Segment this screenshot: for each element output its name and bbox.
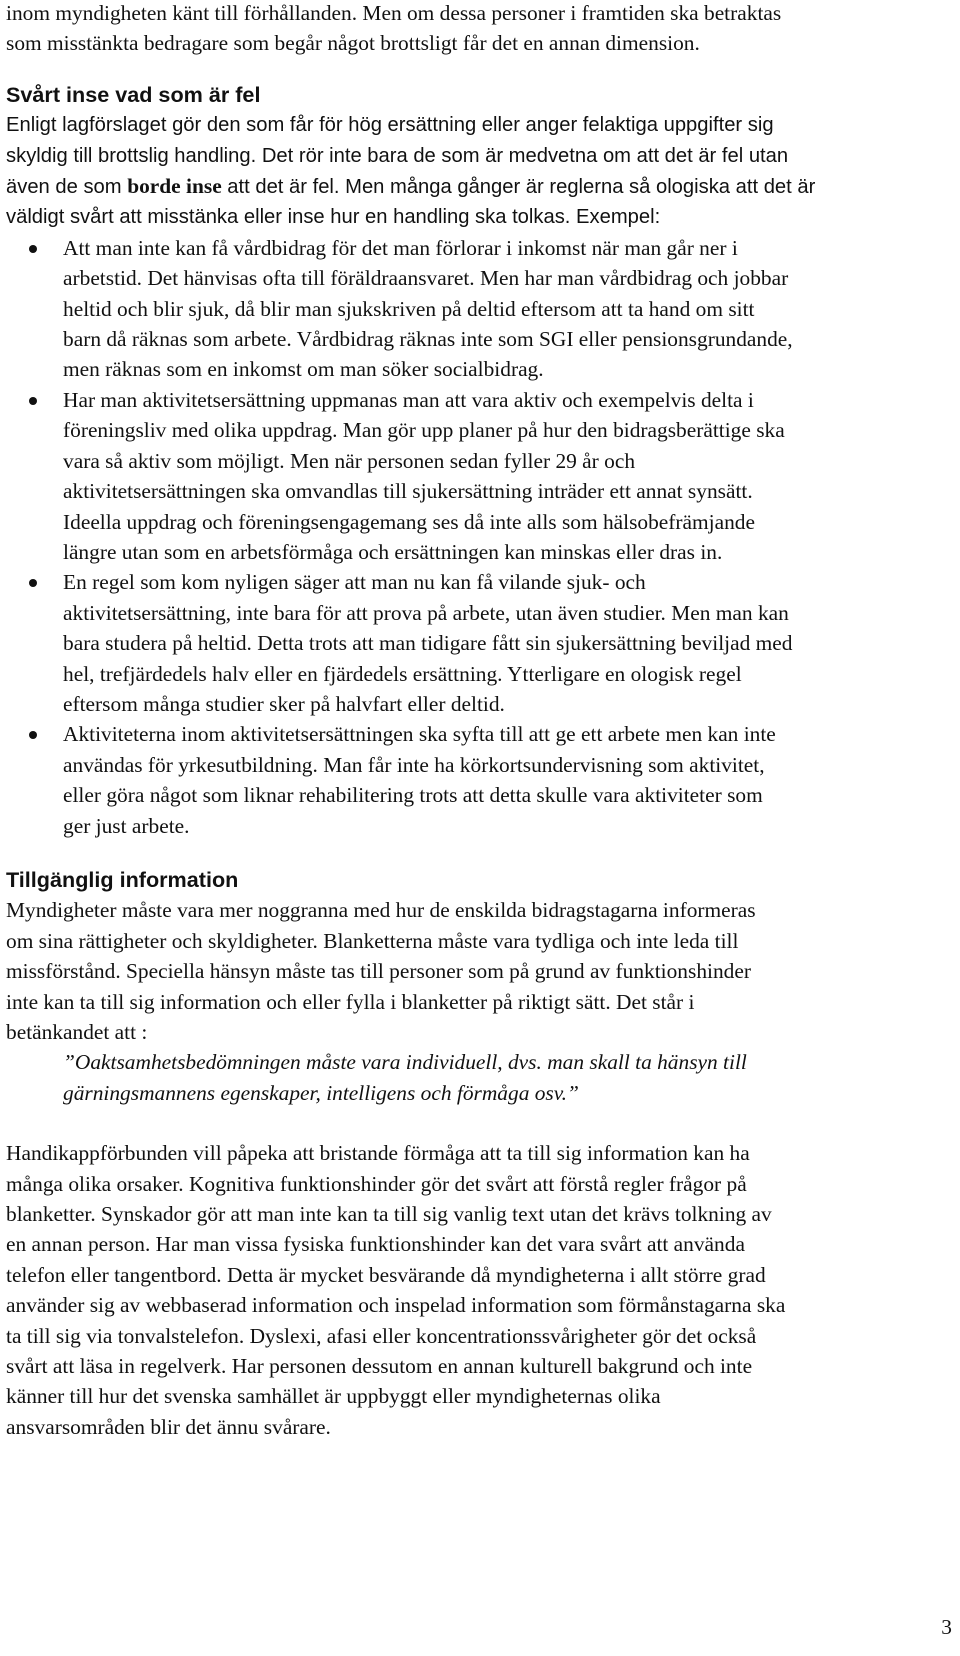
text-line: inte kan ta till sig information och eller fylla i blanketter på riktigt sätt. Det står i: [6, 989, 695, 1014]
text-segment: väldigt svårt att misstänka eller inse hur en handling ska tolkas.: [6, 206, 571, 229]
text-line: eller göra något som liknar rehabilitering trots att detta skulle vara aktiviteter som: [63, 783, 763, 808]
text-line: En regel som kom nyligen säger att man nu kan få vilande sjuk- och: [63, 570, 646, 595]
bullet-icon: [29, 397, 37, 405]
text-line: arbetstid. Det hänvisas ofta till föräldraansvaret. Men har man vårdbidrag och jobbar: [63, 266, 789, 291]
section-heading-svart-inse: Svårt inse vad som är fel: [6, 81, 261, 107]
text-line: [6, 202, 954, 232]
text-line: Att man inte kan få vårdbidrag för det man förlorar i inkomst när man går ner i: [63, 235, 738, 260]
text-line: inom myndigheten känt till förhållanden. Men om dessa personer i framtiden ska betraktas: [6, 1, 782, 25]
text-line: föreningsliv med olika uppdrag. Man gör upp planer på hur den bidragsberättige ska: [63, 418, 785, 443]
text-line: gärningsmannens egenskaper, intelligens och förmåga osv.”: [63, 1080, 579, 1105]
text-line: en annan person. Har man vissa fysiska funktionshinder kan det vara svårt att använda: [6, 1232, 745, 1257]
text-line: Handikappförbunden vill påpeka att bristande förmåga att ta till sig information kan ha: [6, 1141, 750, 1166]
text-line: aktivitetsersättningen ska omvandlas till sjukersättning inträder ett annat synsätt.: [63, 479, 753, 504]
text-line: men räknas som en inkomst om man söker socialbidrag.: [63, 357, 544, 382]
document-page: [6, 0, 954, 1442]
bullet-item: [6, 567, 954, 719]
text-line: som misstänkta bedragare som begår något brottsligt får det en annan dimension.: [6, 31, 700, 56]
text-segment: Men många gånger är reglerna så ologiska att det är: [339, 176, 816, 199]
example-bullet-list: [6, 233, 954, 841]
text-line: [6, 171, 954, 202]
section1-paragraph: [6, 110, 954, 233]
section2-paragraph-1: [6, 895, 954, 1047]
page-number: 3: [941, 1615, 952, 1639]
text-line: vara så aktiv som möjligt. Men när personen sedan fyller 29 år och: [63, 448, 636, 473]
text-line: telefon eller tangentbord. Detta är mycket besvärande då myndigheterna i allt större grad: [6, 1262, 766, 1287]
text-line: Aktiviteterna inom aktivitetsersättningen ska syfta till att ge ett arbete men kan inte: [63, 722, 776, 747]
text-line: ta till sig via tonvalstelefon. Dyslexi, afasi eller koncentrationssvårigheter gör det också: [6, 1323, 757, 1348]
text-line: Enligt lagförslaget gör den som får för hög ersättning eller anger felaktiga uppgifter sig: [6, 114, 774, 137]
text-line: om sina rättigheter och skyldigheter. Blanketterna måste vara tydliga och inte leda till: [6, 928, 739, 953]
text-line: ger just arbete.: [63, 813, 190, 838]
text-line: bara studera på heltid. Detta trots att man tidigare fått sin sjukersättning beviljad med: [63, 631, 793, 656]
text-line: hel, trefjärdedels halv eller en fjärdedels ersättning. Ytterligare en ologisk regel: [63, 661, 742, 686]
text-segment: att det är fel.: [221, 176, 340, 199]
text-line: svårt att läsa in regelverk. Har personen dessutom en annan kulturell bakgrund och inte: [6, 1354, 753, 1379]
text-line: eftersom många studier sker på halvfart eller deltid.: [63, 691, 505, 716]
text-segment: även de som: [6, 176, 128, 199]
text-line: betänkandet att :: [6, 1020, 148, 1044]
text-line: många olika orsaker. Kognitiva funktionshinder gör det svårt att förstå regler frågor på: [6, 1171, 747, 1196]
text-line: känner till hur det svenska samhället är uppbyggt eller myndigheternas olika: [6, 1384, 661, 1409]
text-line: Myndigheter måste vara mer noggranna med hur de enskilda bidragstagarna informeras: [6, 898, 756, 923]
bullet-icon: [29, 245, 37, 253]
bullet-icon: [29, 731, 37, 739]
text-segment: Det rör inte bara de som är medvetna om att det är fel utan: [256, 144, 789, 167]
text-line: användas för yrkesutbildning. Man får inte ha körkortsundervisning som aktivitet,: [63, 752, 765, 777]
section-heading-tillganglig-information: Tillgänglig information: [6, 866, 239, 892]
text-segment: Exempel:: [570, 206, 661, 229]
text-line: ansvarsområden blir det ännu svårare.: [6, 1414, 331, 1439]
text-line: heltid och blir sjuk, då blir man sjukskriven på deltid eftersom att ta hand om sitt: [63, 296, 755, 321]
intro-paragraph: [6, 0, 954, 59]
text-line: längre utan som en arbetsförmåga och ersättningen kan minskas eller dras in.: [63, 539, 723, 564]
text-line: ”Oaktsamhetsbedömningen måste vara individuell, dvs. man skall ta hänsyn till: [63, 1050, 747, 1075]
text-line: barn då räknas som arbete. Vårdbidrag räknas inte som SGI eller pensionsgrundande,: [63, 327, 793, 352]
text-line: missförstånd. Speciella hänsyn måste tas till personer som på grund av funktionshinder: [6, 959, 751, 984]
text-line: [6, 141, 954, 171]
bullet-icon: [29, 579, 37, 587]
text-line: Ideella uppdrag och föreningsengagemang ses då inte alls som hälsobefrämjande: [63, 509, 755, 534]
text-line: blanketter. Synskador gör att man inte kan ta till sig vanlig text utan det krävs tolkning av: [6, 1202, 772, 1227]
text-segment: skyldig till brottslig handling.: [6, 144, 257, 167]
bold-emphasis: borde inse: [127, 174, 222, 199]
text-line: Har man aktivitetsersättning uppmanas man att vara aktiv och exempelvis delta i: [63, 387, 754, 412]
section2-paragraph-2: [6, 1138, 954, 1442]
text-line: aktivitetsersättning, inte bara för att prova på arbete, utan även studier. Men man kan: [63, 600, 789, 625]
bullet-item: [6, 385, 954, 567]
bullet-item: [6, 233, 954, 385]
text-line: använder sig av webbaserad information och inspelad information som förmånstagarna ska: [6, 1293, 786, 1318]
bullet-item: [6, 719, 954, 841]
quote-block: [6, 1047, 954, 1108]
